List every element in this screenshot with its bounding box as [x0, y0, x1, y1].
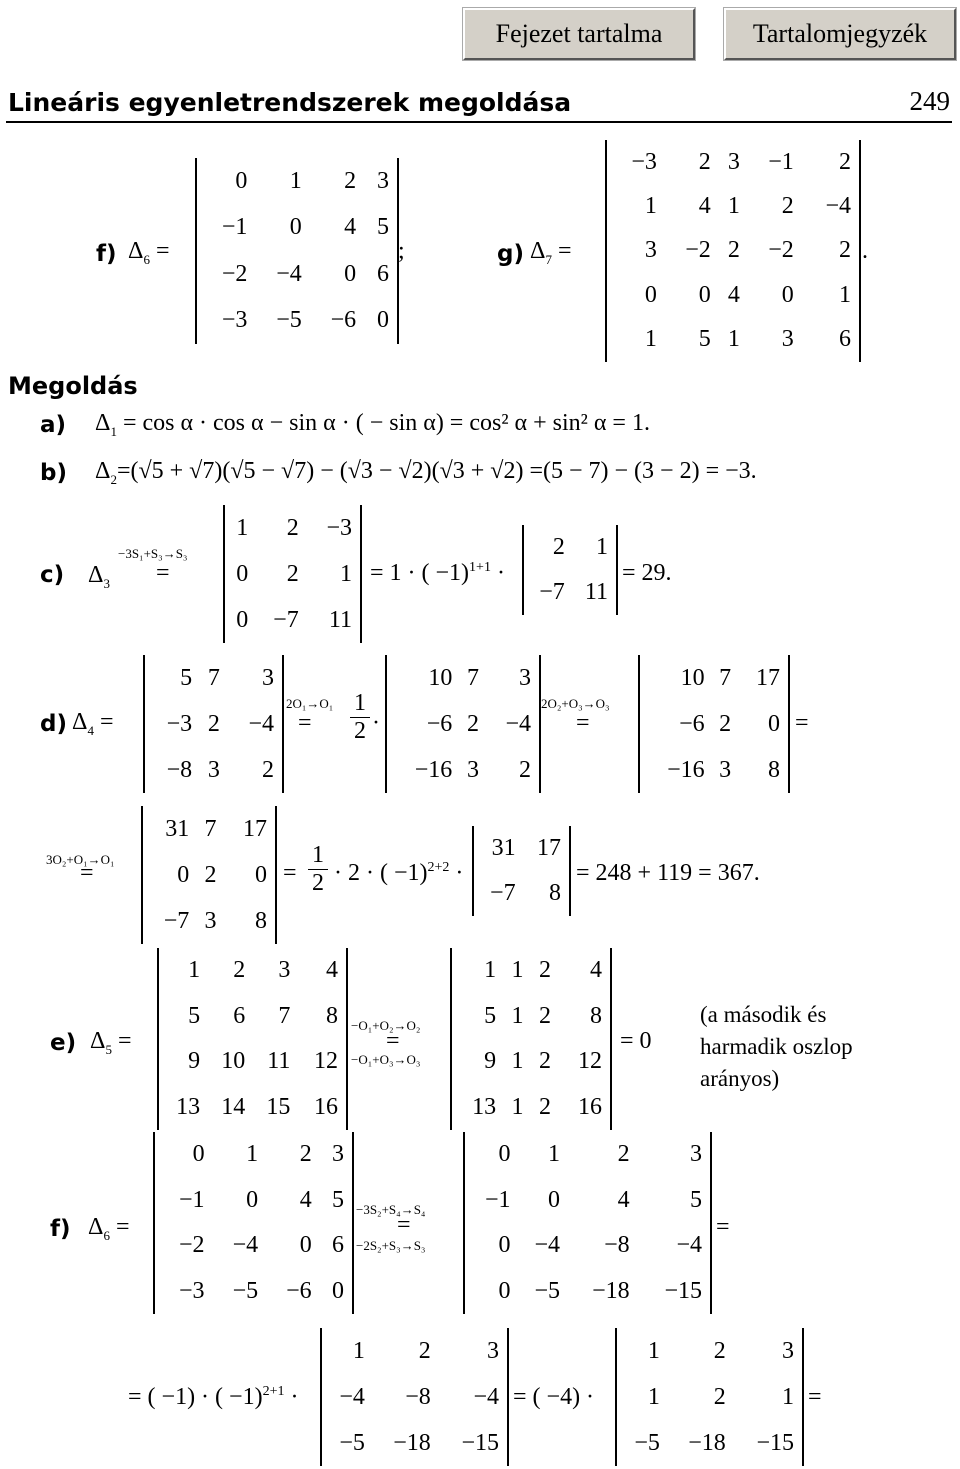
matrix-cell: 1 — [644, 193, 657, 220]
matrix-row — [524, 525, 616, 570]
matrix-cell: −3 — [221, 307, 248, 334]
matrix-cell: −7 — [273, 606, 299, 633]
matrix-row — [617, 1328, 802, 1374]
header-divider — [6, 121, 952, 123]
sol-f-label: f) — [50, 1216, 71, 1242]
matrix-cell: 3 — [719, 756, 732, 783]
matrix-cell: 2 — [713, 1383, 726, 1410]
matrix-cell: 6 — [233, 1002, 246, 1029]
matrix-cell: −8 — [166, 756, 193, 783]
matrix-cell: 0 — [255, 861, 267, 888]
matrix-cell: 0 — [177, 861, 190, 888]
matrix-row — [607, 229, 859, 273]
matrix-cell: 31 — [165, 815, 190, 842]
matrix-cell: −15 — [756, 1429, 794, 1456]
sol-d-eq-3: = — [795, 710, 809, 736]
matrix-row — [145, 747, 282, 793]
matrix-cell: −3 — [166, 710, 193, 737]
matrix-cell: 8 — [549, 880, 561, 906]
matrix-cell: −3 — [326, 514, 352, 541]
matrix-cell: 11 — [584, 579, 608, 605]
matrix-cell: 7 — [207, 664, 220, 691]
matrix-cell: −6 — [330, 307, 357, 334]
matrix-row — [452, 1039, 610, 1085]
matrix-cell: 1 — [511, 1002, 524, 1029]
sol-d-op-3: 3O₂+O₁→O₁ — [46, 852, 115, 867]
problem-g-period: . — [862, 238, 868, 264]
matrix-cell: −18 — [688, 1429, 726, 1456]
matrix-cell: 10 — [428, 664, 453, 691]
solution-heading: Megoldás — [8, 372, 138, 400]
matrix-row — [197, 298, 397, 345]
matrix-cell: 7 — [467, 664, 479, 691]
matrix-cell: 2 — [727, 237, 740, 264]
matrix-row — [617, 1374, 802, 1420]
sol-c-delta: $\Delta_3$ — [88, 562, 110, 591]
matrix-cell: 2 — [519, 756, 531, 783]
matrix-row — [640, 747, 788, 793]
matrix-cell: 0 — [548, 1186, 561, 1213]
matrix-cell: −1 — [221, 214, 248, 241]
matrix-cell: 1 — [782, 1383, 794, 1410]
matrix-cell: −5 — [232, 1277, 259, 1304]
matrix-cell: 2 — [781, 193, 794, 220]
sol-e-eq: = — [386, 1028, 400, 1054]
matrix-row — [640, 701, 788, 747]
matrix-row — [197, 251, 397, 298]
matrix-cell: 2 — [539, 1048, 552, 1075]
matrix-cell: 1 — [511, 1048, 524, 1075]
matrix-cell: 1 — [511, 1093, 524, 1120]
matrix-row — [322, 1374, 507, 1420]
matrix-cell: 0 — [644, 281, 657, 308]
matrix-row — [607, 140, 859, 184]
sol-d-eq-1: = — [298, 710, 312, 736]
matrix-row — [143, 852, 275, 898]
sol-b-label: b) — [40, 460, 67, 486]
matrix-cell: −16 — [414, 756, 453, 783]
matrix-cell: 1 — [727, 193, 740, 220]
problem-f-delta: $\Delta_6$ = — [128, 238, 170, 267]
sol-a-expression: $\Delta_1 = \cos \alpha \cdot \cos \alpha - \sin \alpha$ · ( − sin α) = cos² α + sin² α = 1. — [95, 410, 650, 439]
matrix-cell: 12 — [314, 1048, 338, 1075]
matrix-cell: 2 — [344, 167, 357, 194]
matrix-row — [159, 994, 346, 1040]
matrix-cell: 3 — [332, 1141, 344, 1168]
matrix-cell: 3 — [377, 167, 389, 194]
matrix-cell: 8 — [590, 1002, 602, 1029]
sol-f-eq-end: = — [716, 1214, 730, 1240]
matrix-cell: 8 — [768, 756, 780, 783]
matrix-row — [474, 871, 569, 916]
matrix-cell: 4 — [299, 1186, 312, 1213]
matrix-cell: 2 — [539, 957, 552, 984]
page-title: Lineáris egyenletrendszerek megoldása — [8, 88, 572, 117]
matrix-cell: 1 — [236, 514, 249, 541]
matrix-cell: −15 — [664, 1277, 702, 1304]
sol-d-op-2: 2O₂+O₃→O₃ — [541, 696, 610, 711]
sol-c-eq: = — [156, 560, 170, 586]
matrix-cell: 5 — [698, 326, 711, 353]
sol-d-half: $\frac{1}{2}$ — [350, 690, 370, 745]
matrix-cell: 0 — [236, 606, 249, 633]
matrix-cell: 1 — [548, 1141, 561, 1168]
matrix-cell: −16 — [667, 756, 705, 783]
matrix-cell: −4 — [232, 1232, 259, 1259]
matrix-cell: −4 — [676, 1232, 702, 1259]
matrix-row — [155, 1178, 352, 1224]
matrix-cell: 7 — [204, 815, 217, 842]
matrix-cell: 3 — [727, 148, 740, 175]
matrix-row — [617, 1420, 802, 1466]
chapter-contents-button[interactable] — [463, 8, 695, 60]
matrix-row — [155, 1132, 352, 1178]
matrix-row — [159, 948, 346, 994]
matrix-cell: 0 — [768, 710, 780, 737]
matrix-cell: 1 — [596, 534, 608, 560]
matrix-row — [452, 1085, 610, 1131]
chapter-contents-label: Fejezet tartalma — [495, 19, 663, 48]
matrix-cell: 2 — [286, 560, 299, 587]
matrix-row — [143, 806, 275, 852]
matrix-row — [465, 1223, 710, 1269]
sol-c-operation: −3S₁+S₃→S₃ — [118, 546, 188, 561]
matrix-cell: 2 — [617, 1141, 630, 1168]
matrix-cell: 2 — [286, 514, 299, 541]
matrix-row — [155, 1223, 352, 1269]
matrix-cell: −4 — [825, 193, 851, 220]
table-of-contents-label: Tartalomjegyzék — [752, 19, 928, 48]
matrix-row — [159, 1039, 346, 1085]
matrix-cell: 1 — [340, 560, 352, 587]
matrix-cell: 0 — [344, 260, 357, 287]
matrix-cell: 2 — [299, 1141, 312, 1168]
matrix-cell: 8 — [326, 1002, 338, 1029]
matrix-cell: 1 — [246, 1141, 259, 1168]
matrix-cell: −6 — [426, 710, 453, 737]
matrix-cell: −18 — [393, 1429, 431, 1456]
matrix-row — [452, 948, 610, 994]
matrix-cell: −15 — [461, 1429, 499, 1456]
matrix-cell: 5 — [484, 1002, 497, 1029]
matrix-cell: 0 — [246, 1186, 259, 1213]
sol-c-label: c) — [40, 562, 65, 588]
sol-d-half-2: $\frac{1}{2}$ — [308, 842, 328, 897]
matrix-cell: −5 — [339, 1429, 365, 1456]
matrix-cell: 0 — [299, 1232, 312, 1259]
matrix-cell: −2 — [768, 237, 794, 264]
matrix-cell: −2 — [221, 260, 248, 287]
matrix-cell: 2 — [552, 534, 565, 560]
matrix-cell: 13 — [176, 1093, 201, 1120]
matrix-cell: 31 — [491, 835, 516, 861]
table-of-contents-button[interactable] — [724, 8, 956, 60]
matrix-cell: 8 — [255, 907, 267, 934]
matrix-cell: −3 — [179, 1277, 205, 1304]
matrix-cell: 5 — [180, 664, 193, 691]
matrix-cell: 2 — [719, 710, 732, 737]
matrix-cell: −5 — [534, 1277, 561, 1304]
matrix-cell: 1 — [839, 281, 851, 308]
matrix-cell: 2 — [467, 710, 479, 737]
sol-d-matrix-3 — [638, 655, 790, 793]
matrix-row — [225, 551, 360, 597]
sol-d-mid: · 2 · ( −1)$^{2+2}$ · — [334, 860, 464, 886]
matrix-cell: 4 — [617, 1186, 630, 1213]
matrix-cell: −1 — [484, 1186, 511, 1213]
matrix-cell: −4 — [248, 710, 274, 737]
sol-f-matrix-1 — [153, 1132, 354, 1314]
sol-f-eq-end-2: = — [808, 1384, 822, 1410]
matrix-cell: 5 — [690, 1186, 702, 1213]
matrix-cell: 3 — [278, 957, 291, 984]
problem-g-label: g) — [497, 241, 524, 267]
matrix-row — [474, 826, 569, 871]
matrix-cell: −2 — [685, 237, 711, 264]
matrix-cell: −3 — [631, 148, 657, 175]
sol-d-matrix-1 — [143, 655, 284, 793]
sol-f-matrix-3 — [320, 1328, 509, 1466]
matrix-cell: 1 — [188, 957, 201, 984]
matrix-cell: 12 — [578, 1048, 602, 1075]
sol-d-result: = 248 + 119 = 367. — [576, 860, 760, 886]
sol-f-matrix-4 — [615, 1328, 804, 1466]
matrix-cell: 14 — [221, 1093, 246, 1120]
matrix-cell: −4 — [339, 1383, 365, 1410]
matrix-cell: 1 — [511, 957, 524, 984]
matrix-cell: 1 — [289, 167, 302, 194]
matrix-cell: 2 — [262, 756, 274, 783]
matrix-cell: −1 — [179, 1186, 205, 1213]
matrix-cell: 7 — [278, 1002, 291, 1029]
matrix-row — [607, 273, 859, 317]
matrix-cell: 17 — [537, 835, 561, 861]
matrix-row — [143, 898, 275, 944]
matrix-cell: 17 — [756, 664, 780, 691]
matrix-cell: 5 — [332, 1186, 344, 1213]
matrix-cell: 0 — [192, 1141, 205, 1168]
matrix-row — [387, 655, 539, 701]
matrix-cell: −4 — [276, 260, 302, 287]
sol-d-eq-2: = — [576, 710, 590, 736]
matrix-row — [465, 1269, 710, 1315]
matrix-cell: 3 — [644, 237, 657, 264]
matrix-row — [159, 1085, 346, 1131]
matrix-cell: 2 — [839, 148, 851, 175]
matrix-cell: 3 — [487, 1337, 499, 1364]
sol-e-delta: $\Delta_5$ = — [90, 1028, 132, 1057]
matrix-cell: 0 — [236, 560, 249, 587]
matrix-cell: −8 — [405, 1383, 431, 1410]
sol-d-eq-4: = — [80, 860, 94, 886]
matrix-cell: 6 — [377, 260, 389, 287]
sol-c-result: = 29. — [622, 560, 672, 586]
sol-e-note-3: arányos) — [700, 1066, 780, 1091]
matrix-cell: 7 — [719, 664, 732, 691]
matrix-cell: −4 — [473, 1383, 499, 1410]
matrix-cell: 2 — [418, 1337, 431, 1364]
matrix-cell: −18 — [592, 1277, 630, 1304]
matrix-cell: 0 — [498, 1232, 511, 1259]
sol-c-matrix-2 — [522, 525, 618, 615]
matrix-cell: −6 — [679, 710, 705, 737]
sol-f-mid: = ( −4) · — [513, 1384, 595, 1410]
matrix-row — [322, 1328, 507, 1374]
matrix-cell: 3 — [262, 664, 274, 691]
sol-e-result: = 0 — [620, 1028, 652, 1054]
sol-c-mid: = 1 · ( −1)$^{1+1}$ · — [370, 560, 505, 586]
matrix-row — [524, 570, 616, 615]
matrix-row — [197, 205, 397, 252]
matrix-cell: 5 — [188, 1002, 201, 1029]
matrix-cell: 4 — [698, 193, 711, 220]
matrix-cell: 3 — [519, 664, 531, 691]
sol-d-op-1: 2O₁→O₁ — [286, 696, 334, 711]
sol-f-eq: = — [397, 1212, 411, 1238]
matrix-cell: 4 — [326, 957, 338, 984]
matrix-cell: 1 — [647, 1383, 660, 1410]
matrix-row — [607, 184, 859, 228]
matrix-cell: 0 — [235, 167, 248, 194]
matrix-cell: 16 — [314, 1093, 338, 1120]
matrix-cell: 11 — [267, 1048, 291, 1075]
matrix-row — [465, 1132, 710, 1178]
problem-f-label: f) — [96, 241, 117, 267]
sol-d-matrix-2 — [385, 655, 541, 793]
matrix-cell: 3 — [207, 756, 220, 783]
sol-b-expression: $\Delta_2=(√5 + √7)(√5 - √7) - (√3 - √2)(√3 + √2) =(5 - 7) - (3 - 2) = -3$. — [95, 458, 757, 487]
matrix-cell: 5 — [377, 214, 389, 241]
matrix-cell: −6 — [286, 1277, 312, 1304]
matrix-cell: 3 — [467, 756, 479, 783]
matrix-cell: 3 — [781, 326, 794, 353]
sol-e-matrix-1 — [157, 948, 348, 1130]
sol-e-note-1: (a második és — [700, 1002, 827, 1027]
matrix-cell: 13 — [472, 1093, 497, 1120]
page-number: 249 — [909, 86, 950, 116]
matrix-cell: 4 — [590, 957, 602, 984]
matrix-row — [197, 158, 397, 205]
sol-d-matrix-4 — [141, 806, 277, 944]
sol-e-op-1: −O₁+O₂→O₂ — [351, 1018, 421, 1033]
matrix-row — [465, 1178, 710, 1224]
matrix-cell: 3 — [204, 907, 217, 934]
matrix-cell: 2 — [713, 1337, 726, 1364]
matrix-row — [387, 701, 539, 747]
matrix-row — [640, 655, 788, 701]
sol-f-op-1: −3S₂+S₄→S₄ — [356, 1202, 426, 1217]
matrix-cell: 2 — [539, 1093, 552, 1120]
matrix-row — [145, 655, 282, 701]
sol-d-dot: · — [372, 710, 380, 736]
matrix-cell: −7 — [539, 579, 565, 605]
problem-f-matrix — [195, 158, 399, 344]
matrix-row — [225, 505, 360, 551]
matrix-cell: 0 — [781, 281, 794, 308]
matrix-cell: −4 — [534, 1232, 561, 1259]
sol-f-op-2: −2S₂+S₃→S₃ — [356, 1238, 426, 1253]
matrix-cell: 1 — [647, 1337, 660, 1364]
matrix-cell: 9 — [484, 1048, 497, 1075]
matrix-cell: 0 — [498, 1277, 511, 1304]
sol-e-label: e) — [50, 1030, 77, 1056]
matrix-cell: −1 — [768, 148, 794, 175]
matrix-cell: 4 — [727, 281, 740, 308]
matrix-cell: 11 — [328, 606, 352, 633]
matrix-cell: 2 — [698, 148, 711, 175]
matrix-cell: 16 — [578, 1093, 602, 1120]
sol-d-delta: $\Delta_4$ = — [72, 709, 114, 738]
matrix-cell: 6 — [332, 1232, 344, 1259]
sol-d-label: d) — [40, 711, 67, 737]
matrix-cell: 1 — [352, 1337, 365, 1364]
matrix-row — [155, 1269, 352, 1315]
matrix-cell: 2 — [839, 237, 851, 264]
sol-e-op-2: −O₁+O₃→O₃ — [351, 1052, 421, 1067]
problem-g-delta: $\Delta_7$ = — [530, 238, 572, 267]
matrix-cell: −5 — [276, 307, 302, 334]
matrix-cell: −5 — [634, 1429, 660, 1456]
matrix-cell: 1 — [644, 326, 657, 353]
matrix-row — [387, 747, 539, 793]
matrix-cell: 17 — [243, 815, 267, 842]
matrix-cell: −7 — [163, 907, 190, 934]
matrix-cell: 0 — [498, 1141, 511, 1168]
matrix-cell: −7 — [490, 880, 516, 906]
matrix-cell: 2 — [539, 1002, 552, 1029]
matrix-cell: 15 — [266, 1093, 291, 1120]
matrix-cell: 10 — [221, 1048, 246, 1075]
matrix-cell: −2 — [179, 1232, 205, 1259]
matrix-cell: 3 — [782, 1337, 794, 1364]
sol-d-matrix-5 — [472, 826, 571, 916]
matrix-cell: 10 — [680, 664, 705, 691]
matrix-row — [452, 994, 610, 1040]
problem-f-semicolon: ; — [398, 238, 405, 264]
matrix-cell: 0 — [698, 281, 711, 308]
matrix-cell: −8 — [604, 1232, 630, 1259]
matrix-row — [145, 701, 282, 747]
matrix-cell: 2 — [233, 957, 246, 984]
matrix-cell: 3 — [690, 1141, 702, 1168]
matrix-cell: 0 — [289, 214, 302, 241]
matrix-cell: 0 — [332, 1277, 344, 1304]
sol-c-matrix-1 — [223, 505, 362, 643]
matrix-cell: 9 — [188, 1048, 201, 1075]
problem-g-matrix — [605, 140, 861, 362]
matrix-cell: 1 — [727, 326, 740, 353]
matrix-row — [607, 318, 859, 362]
matrix-cell: 4 — [344, 214, 357, 241]
matrix-cell: 1 — [484, 957, 497, 984]
matrix-cell: 2 — [207, 710, 220, 737]
sol-a-label: a) — [40, 412, 67, 438]
matrix-cell: 6 — [839, 326, 851, 353]
sol-d-eq-5: = — [283, 860, 297, 886]
sol-e-note-2: harmadik oszlop — [700, 1034, 853, 1059]
matrix-cell: −4 — [505, 710, 531, 737]
matrix-cell: 2 — [204, 861, 217, 888]
sol-e-matrix-2 — [450, 948, 612, 1130]
matrix-row — [322, 1420, 507, 1466]
matrix-cell: 0 — [377, 307, 389, 334]
matrix-row — [225, 597, 360, 643]
sol-f-line2-prefix: = ( −1) · ( −1)$^{2+1}$ · — [128, 1384, 299, 1410]
sol-f-matrix-2 — [463, 1132, 712, 1314]
sol-f-delta: $\Delta_6$ = — [88, 1214, 130, 1243]
